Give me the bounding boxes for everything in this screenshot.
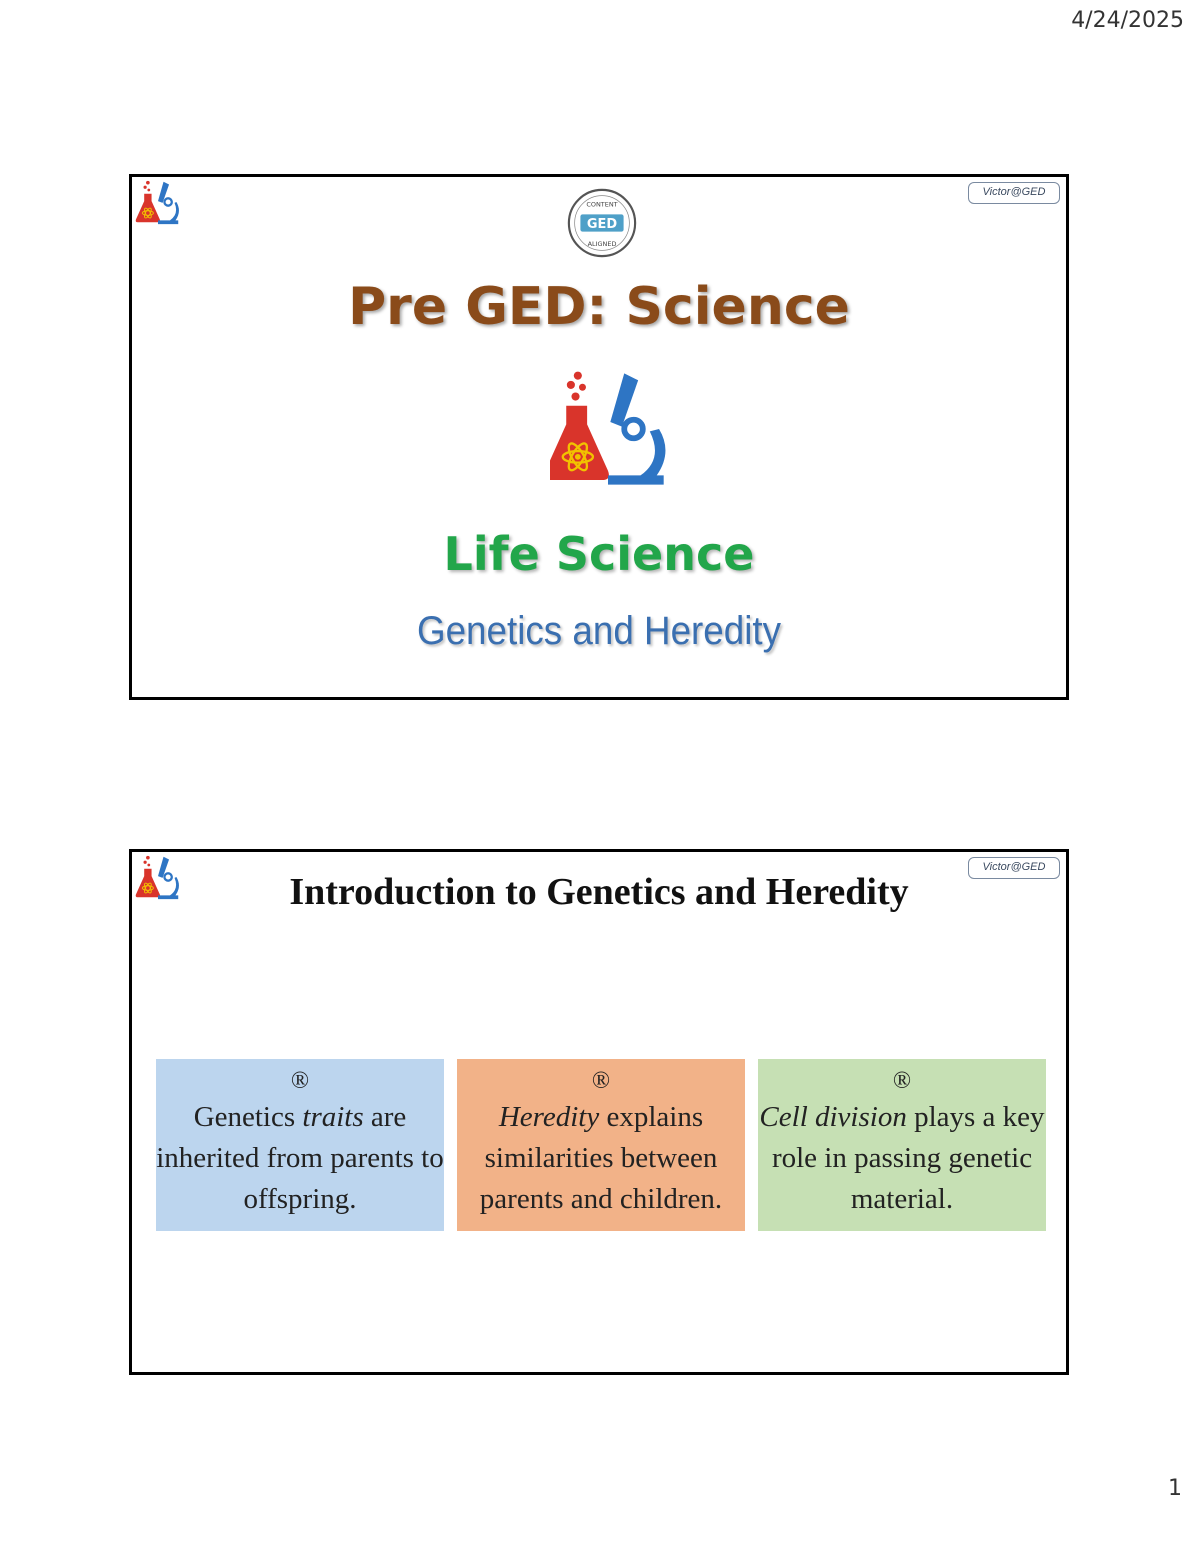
svg-text:GED: GED xyxy=(586,217,618,233)
author-badge: Victor@GED xyxy=(968,857,1060,879)
registered-mark: ® xyxy=(892,1068,912,1094)
author-badge: Victor@GED xyxy=(968,182,1060,204)
card-genetics-traits xyxy=(156,1059,444,1231)
card-heredity xyxy=(457,1059,745,1231)
topic-title: Genetics and Heredity xyxy=(416,609,782,653)
card-text-post: plays a key role in passing genetic material. xyxy=(771,1101,1045,1215)
slide-1 xyxy=(129,174,1069,700)
science-flask-microscope-icon xyxy=(550,371,666,487)
card-text-post: explains similarities between parents and children. xyxy=(479,1101,723,1215)
card-text-post: are inherited from parents to offspring. xyxy=(156,1101,444,1215)
card-cell-division xyxy=(758,1059,1046,1231)
ged-seal-icon xyxy=(566,187,638,259)
card-text-emph: traits xyxy=(302,1101,364,1133)
slide-title: Introduction to Genetics and Heredity xyxy=(289,871,909,913)
subject-title: Life Science xyxy=(443,527,755,581)
registered-mark: ® xyxy=(591,1068,611,1094)
svg-text:ALIGNED: ALIGNED xyxy=(587,240,617,249)
card-text-emph: Heredity xyxy=(498,1101,600,1133)
course-title: Pre GED: Science xyxy=(348,277,850,337)
page-date: 4/24/2025 xyxy=(1071,8,1184,33)
card-text-emph: Cell division xyxy=(759,1101,907,1133)
registered-mark: ® xyxy=(290,1068,310,1094)
card-text-pre: Genetics xyxy=(193,1101,303,1133)
science-flask-microscope-icon xyxy=(135,179,181,225)
slide-2 xyxy=(129,849,1069,1375)
svg-text:CONTENT: CONTENT xyxy=(586,200,618,209)
page-number: 1 xyxy=(1168,1476,1182,1501)
